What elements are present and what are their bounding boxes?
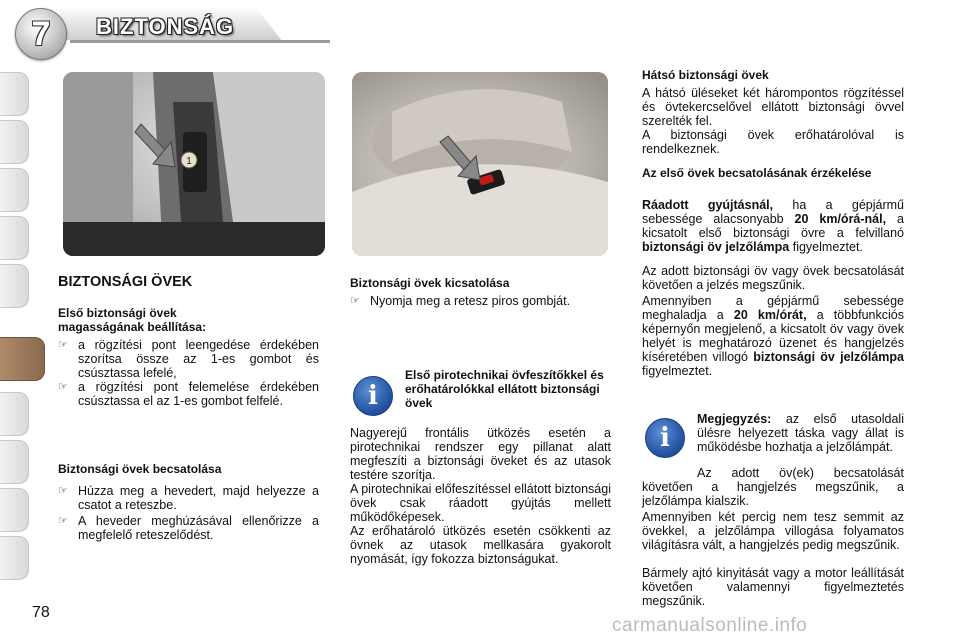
rear-paragraph-2: A biztonsági övek erőhatárolóval is rendelkeznek. [642,128,904,156]
ignition-on-text: Ráadott gyújtásnál, [642,198,774,212]
note-info-icon: i [645,418,685,458]
speed-threshold-text: 20 km/órá-nál, [794,212,887,226]
rear-heading: Hátsó biztonsági övek [642,68,769,82]
page-number: 78 [32,604,50,621]
height-bullet-2-text: a rögzítési pont felemelése érdekében csúsztassa el az 1-es gombot felfelé. [78,380,319,408]
speed-limit-text: 20 km/órát, [733,308,807,322]
chapter-tab-1[interactable] [0,72,29,116]
detection-p1-text: ha a gépjármű sebessége alacsonyabb [642,198,904,226]
detection-paragraph-1 [642,198,904,254]
chapter-tab-4[interactable] [0,216,29,260]
chapter-tab-5[interactable] [0,264,29,308]
page-title: BIZTONSÁG [96,14,235,39]
detection-p1-text-2: a kicsatolt első biztonsági övre a felvillanó [642,212,904,240]
photo1-callout: 1 [186,156,192,167]
rear-paragraph-1: A hátsó üléseket két hárompontos rögzítéssel és övtekercselővel ellátott biztonsági övvel szerelték fel. [642,86,904,128]
detection-heading: Az első övek becsatolásának érzékelése [642,166,872,180]
fasten-bullet-2 [58,514,319,542]
pyro-paragraph-1: Nagyerejű frontális ütközés esetén a pirotechnikai rendszer egy pillanat alatt megfeszíti a biztonsági öveket és az utasok testére szorítja. [350,426,611,482]
pyro-paragraph-2: A pirotechnikai előfeszítéssel ellátott biztonsági övek csak ráadott gyújtás mellett működőképesek. [350,482,611,524]
info-icon: i [353,376,393,416]
detection-p3-text: Amennyiben a gépjármű sebessége meghaladja a [642,294,904,322]
fasten-heading: Biztonsági övek becsatolása [58,462,222,476]
note-paragraph-3: Amennyiben két percig nem tesz semmit az övekkel, a jelzőlámpa villogása folyamatos világításra vált, a hangjelzés pedig megszűnik. [642,510,904,552]
chapter-tab-2[interactable] [0,120,29,164]
seatbelt-buckle-photo [352,72,608,256]
note-p1-text: az első utasoldali ülésre helyezett táska vagy állat is működésbe hozhatja a jelzőlámpát. [697,412,904,454]
detection-p3-text-2: a többfunkciós képernyőn megjelenő, a kicsatolt öv vagy övek helyét is meghatározó üzenet és hangjelzés kíséretében villogó [642,308,904,364]
fasten-bullet-1 [58,484,319,512]
pyro-paragraph-3: Az erőhatároló ütközés esetén csökkenti az övnek az utasok mellkasára gyakorolt nyomását, így fokozza biztonságukat. [350,524,611,566]
note-label: Megjegyzés: [697,412,772,426]
bullet-icon: ☞ [58,381,68,393]
chapter-tab-3[interactable] [0,168,29,212]
header-slant [250,0,960,62]
note-paragraph-2: Az adott öv(ek) becsatolását követően a hangjelzés megszűnik, a jelzőlámpa kialszik. [642,466,904,508]
warning-lamp-text-2: biztonsági öv jelzőlámpa [753,350,905,364]
header-underline [70,40,330,43]
detection-paragraph-3 [642,294,904,378]
detection-p1-text-3: figyelmeztet. [789,240,863,254]
note-paragraph-4: Bármely ajtó kinyitását vagy a motor leállítását követően valamennyi figyelmeztetés megszűnik. [642,566,904,608]
note-paragraph-1 [697,412,904,454]
unfasten-bullet [350,294,611,308]
fasten-bullet-1-text: Húzza meg a hevedert, majd helyezze a csatot a reteszbe. [78,484,319,512]
chapter-tab-8[interactable] [0,440,29,484]
height-bullet-1 [58,338,319,380]
detection-p3-text-3: figyelmeztet. [642,364,713,378]
bullet-icon: ☞ [58,485,68,497]
seatbelt-buckle-illustration [352,72,608,256]
bullet-icon: ☞ [350,295,360,307]
pyro-heading: Első pirotechnikai övfeszítőkkel és erőhatárolókkal ellátott biztonsági övek [405,368,604,410]
warning-lamp-text: biztonsági öv jelzőlámpa [642,240,790,254]
height-bullet-1-text: a rögzítési pont leengedése érdekében szorítsa össze az 1-es gombot és csúsztassa lefelé, [78,338,319,380]
seatbelt-height-illustration [63,72,325,256]
height-adjust-heading: Első biztonsági övek magasságának beállítása: [58,306,207,334]
chapter-tab-active[interactable] [0,337,45,381]
unfasten-bullet-text: Nyomja meg a retesz piros gombját. [370,294,571,308]
fasten-bullet-2-text: A heveder meghúzásával ellenőrizze a megfelelő reteszelődést. [78,514,319,542]
seatbelt-height-photo [63,72,325,256]
chapter-badge [15,8,67,60]
bullet-icon: ☞ [58,515,68,527]
height-bullet-2 [58,380,319,408]
unfasten-heading: Biztonsági övek kicsatolása [350,276,510,290]
detection-paragraph-2: Az adott biztonsági öv vagy övek becsatolását követően a jelzés megszűnik. [642,264,904,292]
bullet-icon: ☞ [58,339,68,351]
section-title: BIZTONSÁGI ÖVEK [58,274,193,290]
chapter-tab-7[interactable] [0,392,29,436]
chapter-tab-9[interactable] [0,488,29,532]
chapter-number: 7 [31,15,51,53]
chapter-tab-10[interactable] [0,536,29,580]
watermark: carmanualsonline.info [612,615,808,636]
